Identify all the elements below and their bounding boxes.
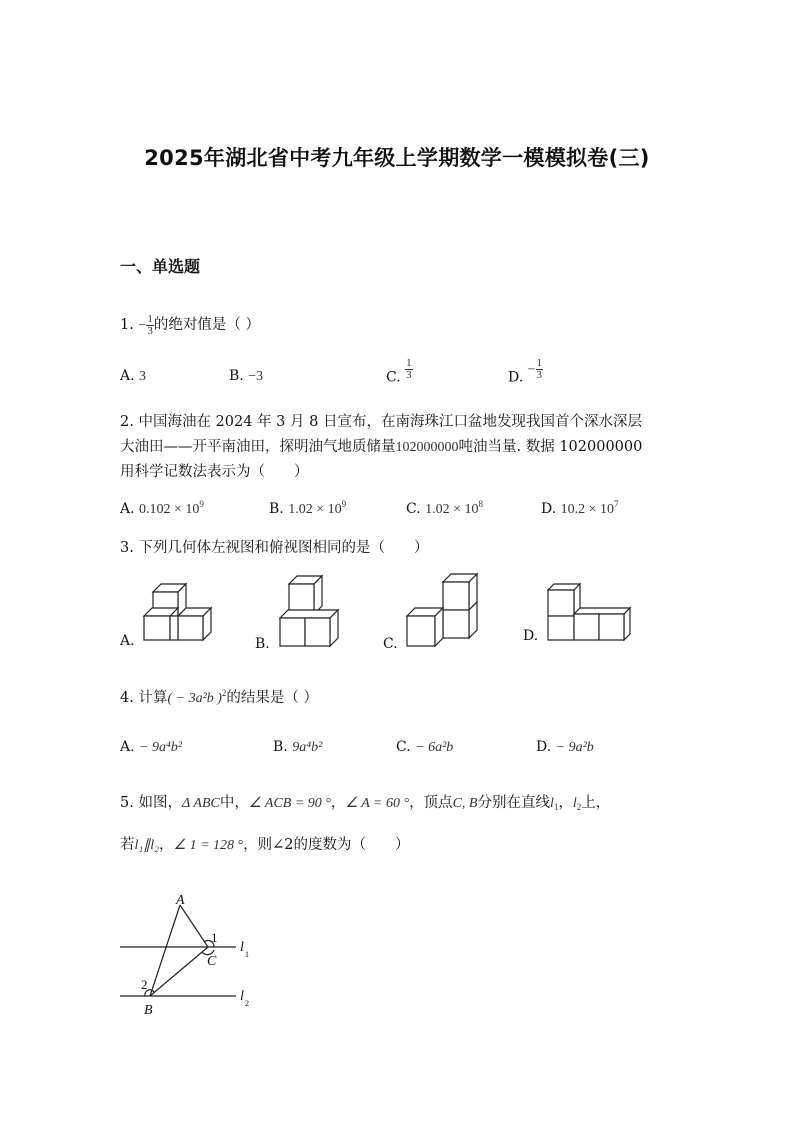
q4-option-d[interactable]: D. − 9a²b xyxy=(536,739,594,755)
solid-a-figure[interactable] xyxy=(140,578,220,646)
q3-option-b-label[interactable]: B. xyxy=(255,636,270,652)
question-5-line-1: 5. 如图，Δ ABC中，∠ ACB = 90 °，∠ A = 60 °，顶点C, B分别在直线$l_1$，$l_2$上， xyxy=(120,795,611,812)
fraction: $\frac{1}{3}$ xyxy=(147,312,153,337)
angle-2-label: 2 xyxy=(141,977,148,992)
q4-option-a[interactable]: A. − 9a⁴b² xyxy=(120,739,183,755)
solid-d-figure[interactable] xyxy=(544,580,634,644)
q1-option-d[interactable]: D. − $\frac{1}{3}$ xyxy=(508,357,543,386)
q3-option-c-label[interactable]: C. xyxy=(383,636,398,652)
q2-option-b[interactable]: B. $1.02 \times 10^9$ xyxy=(269,499,347,517)
line-l1-label: l xyxy=(240,940,244,955)
q2-option-c[interactable]: C. $1.02 \times 10^8$ xyxy=(406,499,484,517)
q1-option-c[interactable]: C. $\frac{1}{3}$ xyxy=(386,357,412,386)
question-1-number: 1. xyxy=(120,317,134,333)
question-2-line-2: 大油田——开平南油田，探明油气地质储量102000000吨油当量. 数据 102000000 xyxy=(120,439,643,455)
q1-option-b[interactable]: B. −3 xyxy=(229,368,264,384)
q2-option-a[interactable]: A. $0.102 \times 10^9$ xyxy=(120,499,204,517)
section-heading: 一、单选题 xyxy=(120,257,201,276)
q3-option-a-label[interactable]: A. xyxy=(120,633,135,649)
question-2-line-3: 用科学记数法表示为（ ） xyxy=(120,464,309,480)
solid-c-figure[interactable] xyxy=(403,574,483,652)
fraction: $\frac{1}{3}$ xyxy=(536,357,543,381)
solid-b-figure[interactable] xyxy=(276,576,356,644)
line-l1-subscript: 1 xyxy=(245,950,249,959)
q1-option-a[interactable]: A. 3 xyxy=(120,368,147,384)
question-3-stem: 3. 下列几何体左视图和俯视图相同的是（ ） xyxy=(120,540,429,556)
page-title: 2025年湖北省中考九年级上学期数学一模模拟卷(三) xyxy=(144,146,650,170)
angle-1-label: 1 xyxy=(211,930,218,945)
cube xyxy=(144,584,211,640)
triangle-parallel-lines-figure xyxy=(118,890,268,1020)
line-l2-subscript: 2 xyxy=(245,999,249,1008)
vertex-c-label: C xyxy=(207,954,217,969)
question-5-line-2: 若l₁∥l₂，∠ 1 = 128 °，则∠2的度数为（ ） xyxy=(120,837,410,853)
line-l2-label: l xyxy=(240,989,244,1004)
q4-option-c[interactable]: C. − 6a²b xyxy=(396,739,454,755)
question-4-stem: 4. 计算( − 3a²b )$^2$的结果是（ ） xyxy=(120,688,319,706)
question-1-stem: 的绝对值是（ ） xyxy=(153,317,260,333)
q4-option-b[interactable]: B. 9a⁴b² xyxy=(273,739,323,755)
question-2-line-1: 2. 中国海油在 2024 年 3 月 8 日宣布，在南海珠江口盆地发现我国首个深水深层 xyxy=(120,414,642,430)
q2-option-d[interactable]: D. $10.2 \times 10^7$ xyxy=(541,499,619,517)
vertex-b-label: B xyxy=(144,1003,153,1018)
question-1: 1. − $\frac{1}{3}$ 的绝对值是（ ） xyxy=(120,312,260,337)
vertex-a-label: A xyxy=(176,893,185,908)
q3-option-d-label[interactable]: D. xyxy=(523,628,539,644)
fraction: $\frac{1}{3}$ xyxy=(406,357,412,381)
